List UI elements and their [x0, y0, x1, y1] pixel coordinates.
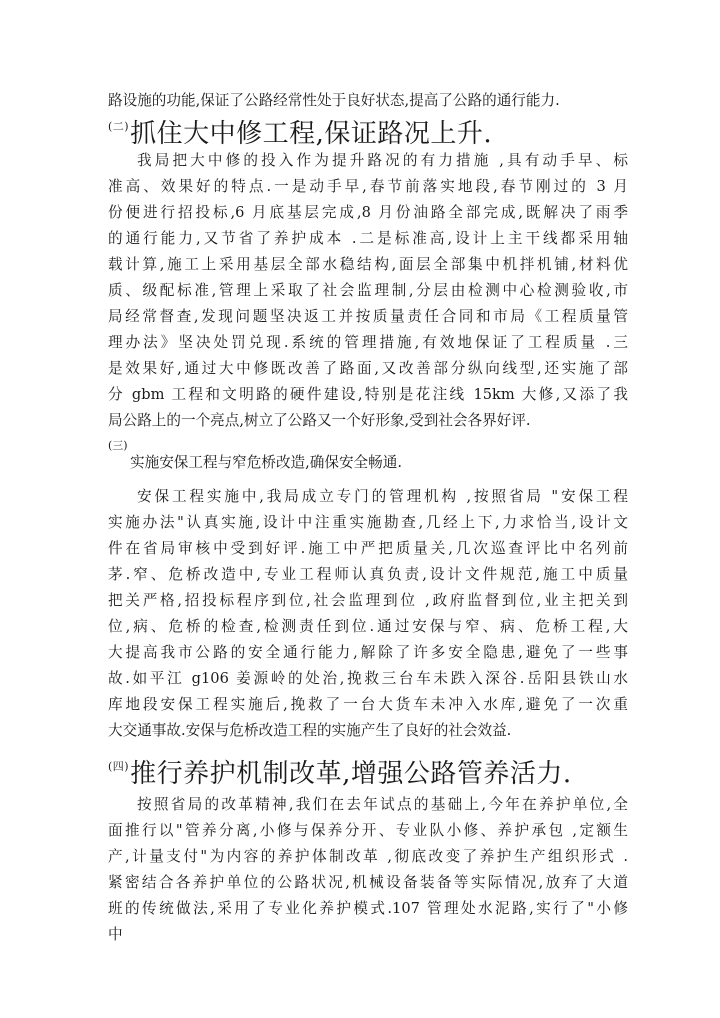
text-line: 理办法》坚决处罚兑现.系统的管理措施,有效地保证了工程质量 .三: [108, 334, 628, 351]
text-line: 班的传统做法,采用了专业化养护模式.107 管理处水泥路,实行了"小修: [108, 900, 628, 917]
text-line: 位,病、危桥的检查,检测责任到位.通过安保与窄、病、危桥工程,大: [108, 618, 628, 635]
section-3-paragraph: [108, 484, 628, 744]
section-marker: (四): [108, 760, 130, 773]
text-line: 面推行以"管养分离,小修与保养分开、专业队小修、养护承包 ,定额生: [108, 822, 628, 839]
text-line: 路设施的功能,保证了公路经常性处于良好状态,提高了公路的通行能力.: [108, 92, 560, 109]
text-line: 质、级配标准,管理上采取了社会监理制,分层由检测中心检测验收,市: [108, 282, 628, 299]
text-line: 准高、效果好的特点.一是动手早,春节前落实地段,春节刚过的 3 月: [108, 178, 628, 195]
text-line: 载计算,施工上采用基层全部水稳结构,面层全部集中机拌机铺,材料优: [108, 256, 628, 273]
section-heading-4: [108, 756, 648, 792]
section-marker: (二): [108, 120, 130, 133]
text-line: 中: [108, 926, 123, 943]
text-line: 的通行能力,又节省了养护成本 .二是标准高,设计上主干线都采用轴: [108, 230, 628, 247]
text-line: 安保工程实施中,我局成立专门的管理机构 ,按照省局 "安保工程: [137, 488, 628, 505]
text-line: 我局把大中修的投入作为提升路况的有力措施 ,具有动手早、标: [137, 152, 628, 169]
text-line: 按照省局的改革精神,我们在去年试点的基础上,今年在养护单位,全: [137, 796, 628, 813]
text-line: 局公路上的一个亮点,树立了公路又一个好形象,受到社会各界好评.: [108, 412, 531, 429]
text-line: 茅.窄、危桥改造中,专业工程师认真负责,设计文件规范,施工中质量: [108, 566, 628, 583]
text-line: 局经常督查,发现问题坚决返工并按质量责任合同和市局《工程质量管: [108, 308, 628, 325]
section-title: 实施安保工程与窄危桥改造,确保安全畅通.: [130, 454, 402, 471]
section-heading-3: [108, 440, 628, 480]
text-line: 紧密结合各养护单位的公路状况,机械设备装备等实际情况,放弃了大道: [108, 874, 628, 891]
text-line: 把关严格,招投标程序到位,社会监理到位 ,政府监督到位,业主把关到: [108, 592, 628, 609]
text-line: 大提高我市公路的安全通行能力,解除了许多安全隐患,避免了一些事: [108, 644, 628, 661]
section-heading-2: [108, 116, 648, 152]
section-2-paragraph: [108, 148, 628, 434]
text-line: 产,计量支付"为内容的养护体制改革 ,彻底改变了养护生产组织形式 .: [108, 848, 628, 865]
section-marker: (三): [108, 439, 128, 452]
text-line: 故.如平江 g106 姜源岭的处治,挽救三台车未跌入深谷.岳阳县铁山水: [108, 670, 628, 687]
text-line: 大交通事故.安保与危桥改造工程的实施产生了良好的社会效益.: [108, 722, 512, 739]
text-line: 分 gbm 工程和文明路的硬件建设,特别是花注线 15km 大修,又添了我: [108, 386, 628, 403]
text-line: 是效果好,通过大中修既改善了路面,又改善部分纵向线型,还实施了部: [108, 360, 628, 377]
section-4-paragraph: [108, 792, 628, 948]
text-line: 件在省局审核中受到好评.施工中严把质量关,几次巡查评比中名列前: [108, 540, 628, 557]
section-title: 抓住大中修工程,保证路况上升.: [130, 119, 493, 149]
text-line: 库地段安保工程实施后,挽救了一台大货车未冲入水库,避免了一次重: [108, 696, 628, 713]
section-title: 推行养护机制改革,增强公路管养活力.: [130, 759, 572, 789]
intro-paragraph: [108, 88, 628, 114]
text-line: 份便进行招投标,6 月底基层完成,8 月份油路全部完成,既解决了雨季: [108, 204, 628, 221]
text-line: 实施办法"认真实施,设计中注重实施勘查,几经上下,力求恰当,设计文: [108, 514, 628, 531]
